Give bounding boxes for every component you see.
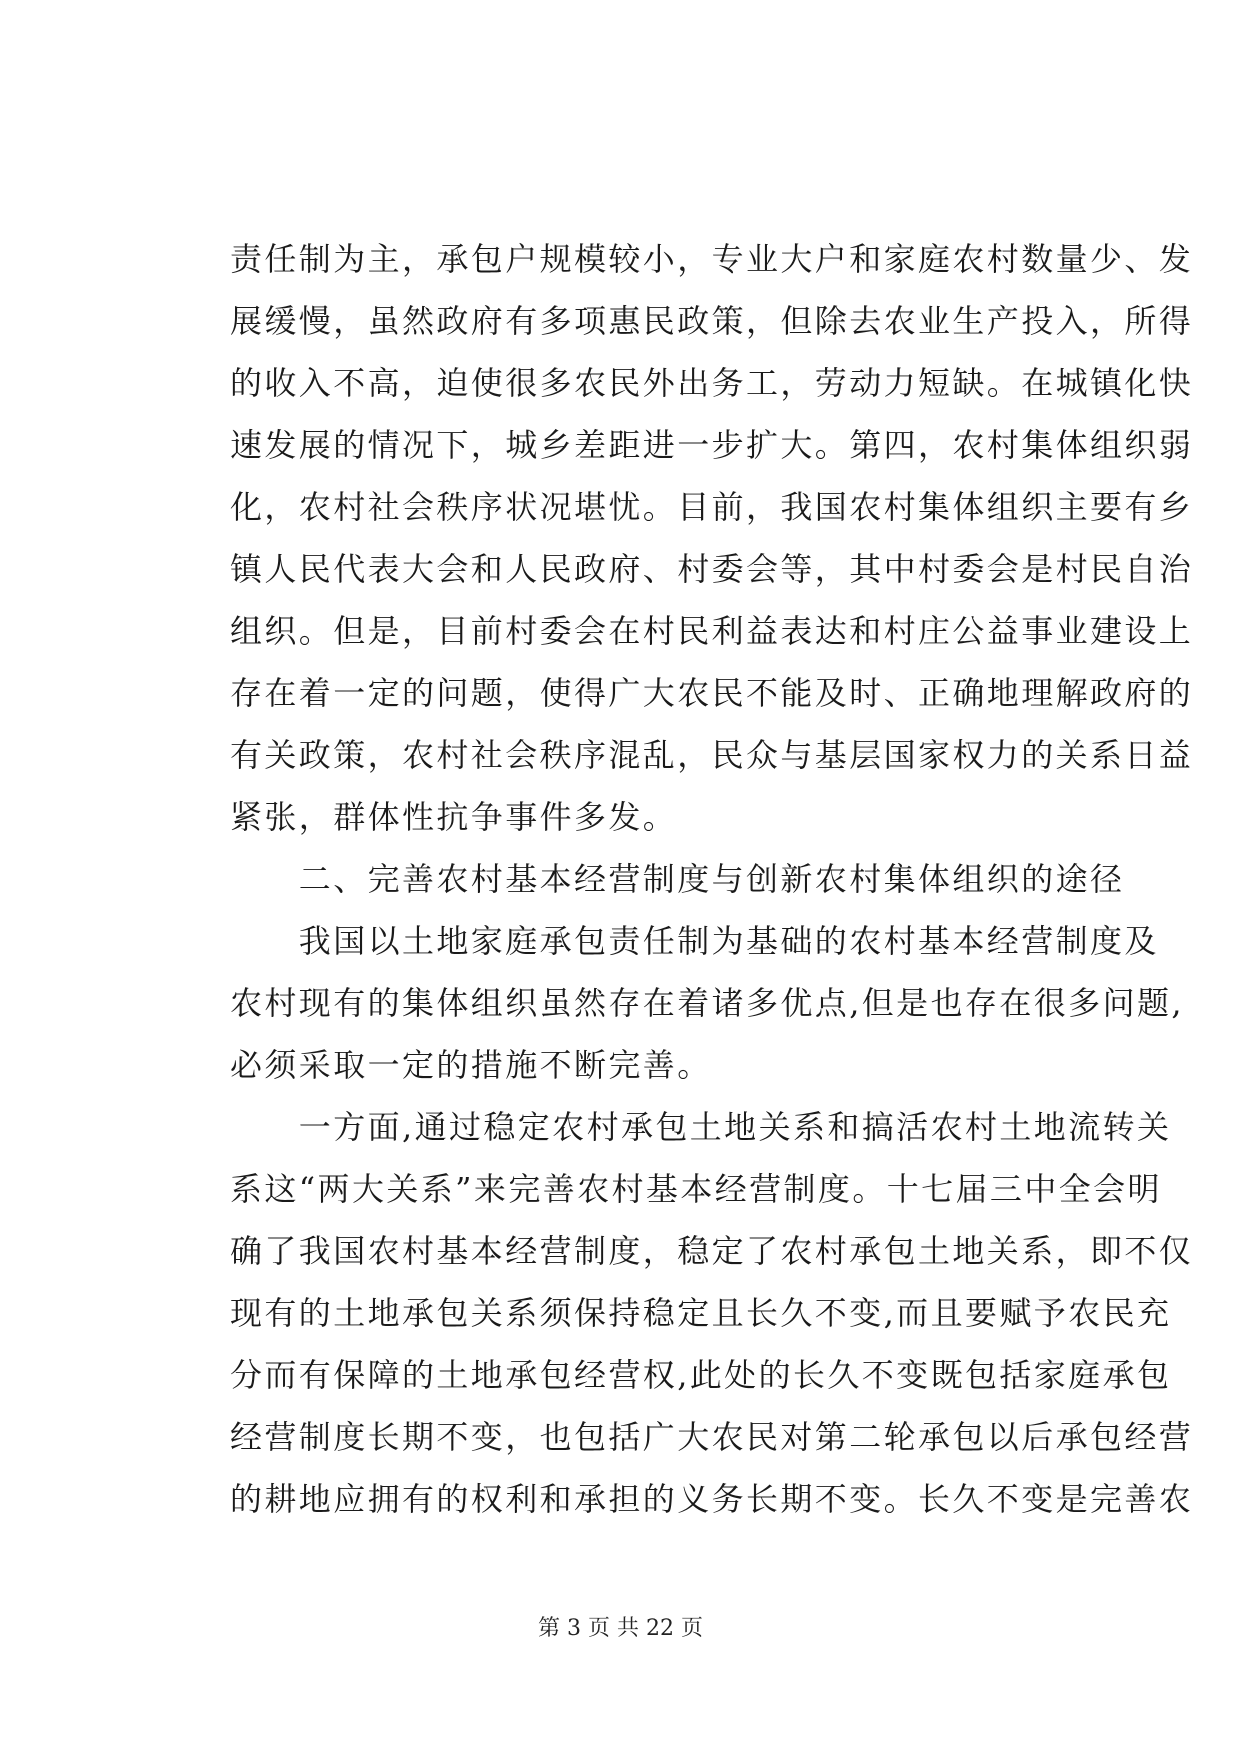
text-line: 责任制为主，承包户规模较小，专业大户和家庭农村数量少、发 [230, 240, 1194, 278]
text-line: 系这“两大关系”来完善农村基本经营制度。十七届三中全会明 [230, 1170, 1162, 1208]
text-line: 组织。但是，目前村委会在村民利益表达和村庄公益事业建设上 [230, 612, 1194, 650]
document-body [230, 228, 1194, 1530]
text-line: 存在着一定的问题，使得广大农民不能及时、正确地理解政府的 [230, 674, 1194, 712]
text-line: 一方面,通过稳定农村承包土地关系和搞活农村土地流转关 [230, 1108, 1172, 1146]
text-line: 紧张，群体性抗争事件多发。 [230, 798, 678, 836]
text-line: 农村现有的集体组织虽然存在着诸多优点,但是也存在很多问题, [230, 984, 1184, 1022]
text-line: 经营制度长期不变，也包括广大农民对第二轮承包以后承包经营 [230, 1418, 1194, 1456]
text-line: 的耕地应拥有的权利和承担的义务长期不变。长久不变是完善农 [230, 1480, 1194, 1518]
text-line: 必须采取一定的措施不断完善。 [230, 1046, 712, 1084]
text-line: 我国以土地家庭承包责任制为基础的农村基本经营制度及 [230, 922, 1159, 960]
section-heading: 二、完善农村基本经营制度与创新农村集体组织的途径 [230, 860, 1125, 898]
text-line: 分而有保障的土地承包经营权,此处的长久不变既包括家庭承包 [230, 1356, 1172, 1394]
text-line: 的收入不高，迫使很多农民外出务工，劳动力短缺。在城镇化快 [230, 364, 1194, 402]
text-line: 化，农村社会秩序状况堪忧。目前，我国农村集体组织主要有乡 [230, 488, 1194, 526]
text-line: 展缓慢，虽然政府有多项惠民政策，但除去农业生产投入，所得 [230, 302, 1194, 340]
text-line: 速发展的情况下，城乡差距进一步扩大。第四，农村集体组织弱 [230, 426, 1194, 464]
text-line: 确了我国农村基本经营制度，稳定了农村承包土地关系，即不仅 [230, 1232, 1194, 1270]
page-number-footer: 第 3 页 共 22 页 [538, 1616, 703, 1641]
text-line: 有关政策，农村社会秩序混乱，民众与基层国家权力的关系日益 [230, 736, 1194, 774]
text-line: 镇人民代表大会和人民政府、村委会等，其中村委会是村民自治 [230, 550, 1194, 588]
text-line: 现有的土地承包关系须保持稳定且长久不变,而且要赋予农民充 [230, 1294, 1172, 1332]
